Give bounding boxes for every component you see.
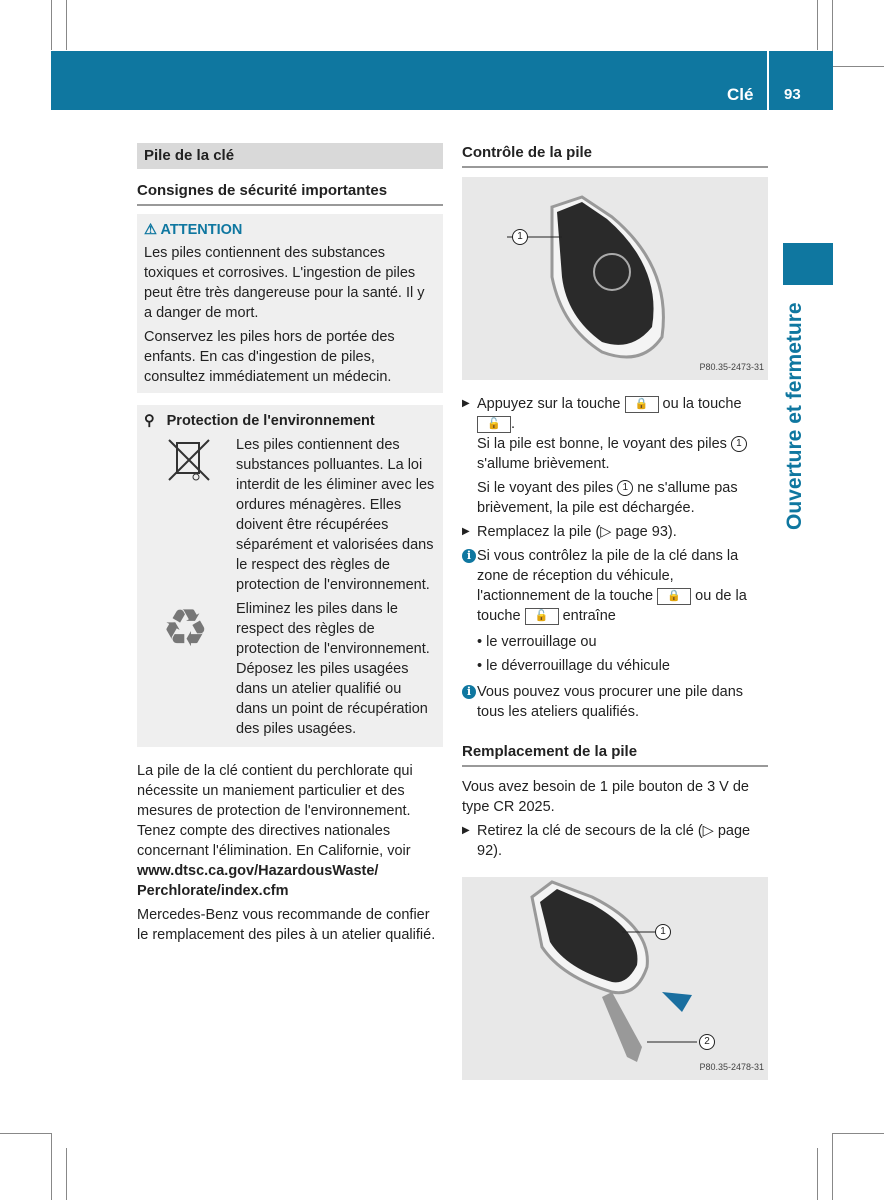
attention-box	[137, 214, 443, 393]
attention-text: Conservez les piles hors de portée des enfants. En cas d'ingestion de piles, consultez immédiatement un médecin.	[144, 329, 395, 385]
section-title: Clé	[727, 85, 754, 104]
step: ▶ Remplacez la pile (▷ page 93).	[462, 522, 768, 542]
info-icon: i	[462, 549, 476, 563]
lock-key-icon: 🔒	[657, 588, 691, 605]
crop-mark	[0, 1133, 51, 1134]
image-code: P80.35-2478-31	[699, 1062, 764, 1072]
step: ▶ Appuyez sur la touche 🔒 ou la touche 🔓 . Si la pile est bonne, le voyant des piles 1 s'allume brièvement. Si le voyant des piles 1 ne s'allume pas brièvement, la pile est déchargée.	[462, 394, 768, 518]
crossed-bin-icon	[144, 435, 236, 599]
callout-1: 1	[655, 924, 671, 940]
crop-mark	[51, 1133, 52, 1200]
subsection-heading: Contrôle de la pile	[462, 143, 768, 168]
right-column	[462, 143, 768, 1080]
list-item: le déverrouillage du véhicule	[486, 658, 670, 674]
key-image-1	[462, 177, 768, 380]
environment-title: Protection de l'environnement	[166, 413, 375, 429]
environment-text: Eliminez les piles dans le respect des règles de protection de l'environnement. Déposez les piles usagées dans un atelier qualifié ou dans un point de récupération des piles usagées.	[236, 601, 430, 737]
subsection-heading: Consignes de sécurité importantes	[137, 181, 443, 206]
lock-key-icon: 🔒	[625, 396, 659, 413]
environment-icon: ⚲	[144, 413, 155, 429]
recommendation-text: Mercedes-Benz vous recommande de confier le remplacement des piles à un atelier qualifié.	[137, 907, 436, 943]
crop-mark	[833, 66, 884, 67]
side-tab-marker	[783, 243, 833, 285]
attention-title: ATTENTION	[160, 222, 243, 238]
left-column	[137, 143, 443, 949]
info-note: i Si vous contrôlez la pile de la clé dans la zone de réception du véhicule, l'actionnement de la touche 🔒 ou de la touche 🔓 entraîne • le verrouillage ou • le déverrouillage du véhicule	[462, 546, 768, 676]
step: ▶ Retirez la clé de secours de la clé (▷ page 92).	[462, 821, 768, 861]
callout-1: 1	[512, 229, 528, 245]
crop-mark	[817, 1148, 818, 1200]
callout-1: 1	[731, 436, 747, 452]
dtsc-link[interactable]: www.dtsc.ca.gov/HazardousWaste/ Perchlorate/index.cfm	[137, 863, 379, 899]
warning-icon: ⚠	[144, 222, 157, 238]
crop-mark	[817, 0, 818, 50]
info-note: i Vous pouvez vous procurer une pile dans tous les ateliers qualifiés.	[462, 682, 768, 722]
callout-1: 1	[617, 480, 633, 496]
crop-mark	[51, 0, 52, 50]
battery-text: Vous avez besoin de 1 pile bouton de 3 V de type CR 2025.	[462, 779, 749, 815]
perchlorate-text: La pile de la clé contient du perchlorate qui nécessite un maniement particulier et des mesures de protection de l'environnement. Tenez compte des directives nationales concernant l'élimination. En Californie, voir	[137, 763, 413, 859]
crop-mark	[66, 0, 67, 50]
callout-2: 2	[699, 1034, 715, 1050]
subsection-heading: Remplacement de la pile	[462, 742, 768, 767]
environment-text: Les piles contiennent des substances polluantes. La loi interdit de les éliminer avec les ordures ménagères. Elles doivent être récupérées séparément et valorisées dans le respect des règles de protection de l'environnement.	[236, 437, 435, 593]
unlock-key-icon: 🔓	[525, 608, 559, 625]
list-item: le verrouillage ou	[486, 634, 597, 650]
page-number: 93	[784, 86, 801, 103]
key-image-2	[462, 877, 768, 1080]
crop-mark	[66, 1148, 67, 1200]
page-header	[51, 51, 833, 110]
recycle-icon: ♻	[162, 600, 209, 658]
info-icon: i	[462, 685, 476, 699]
image-code: P80.35-2473-31	[699, 362, 764, 372]
environment-box	[137, 405, 443, 747]
section-band: Pile de la clé	[137, 143, 443, 169]
crop-mark	[832, 1133, 833, 1200]
unlock-key-icon: 🔓	[477, 416, 511, 433]
crop-mark	[833, 1133, 884, 1134]
side-tab-label: Ouverture et fermeture	[783, 302, 806, 530]
attention-text: Les piles contiennent des substances toxiques et corrosives. L'ingestion de piles peut être très dangereuse pour la santé. Il y a danger de mort.	[144, 245, 425, 321]
